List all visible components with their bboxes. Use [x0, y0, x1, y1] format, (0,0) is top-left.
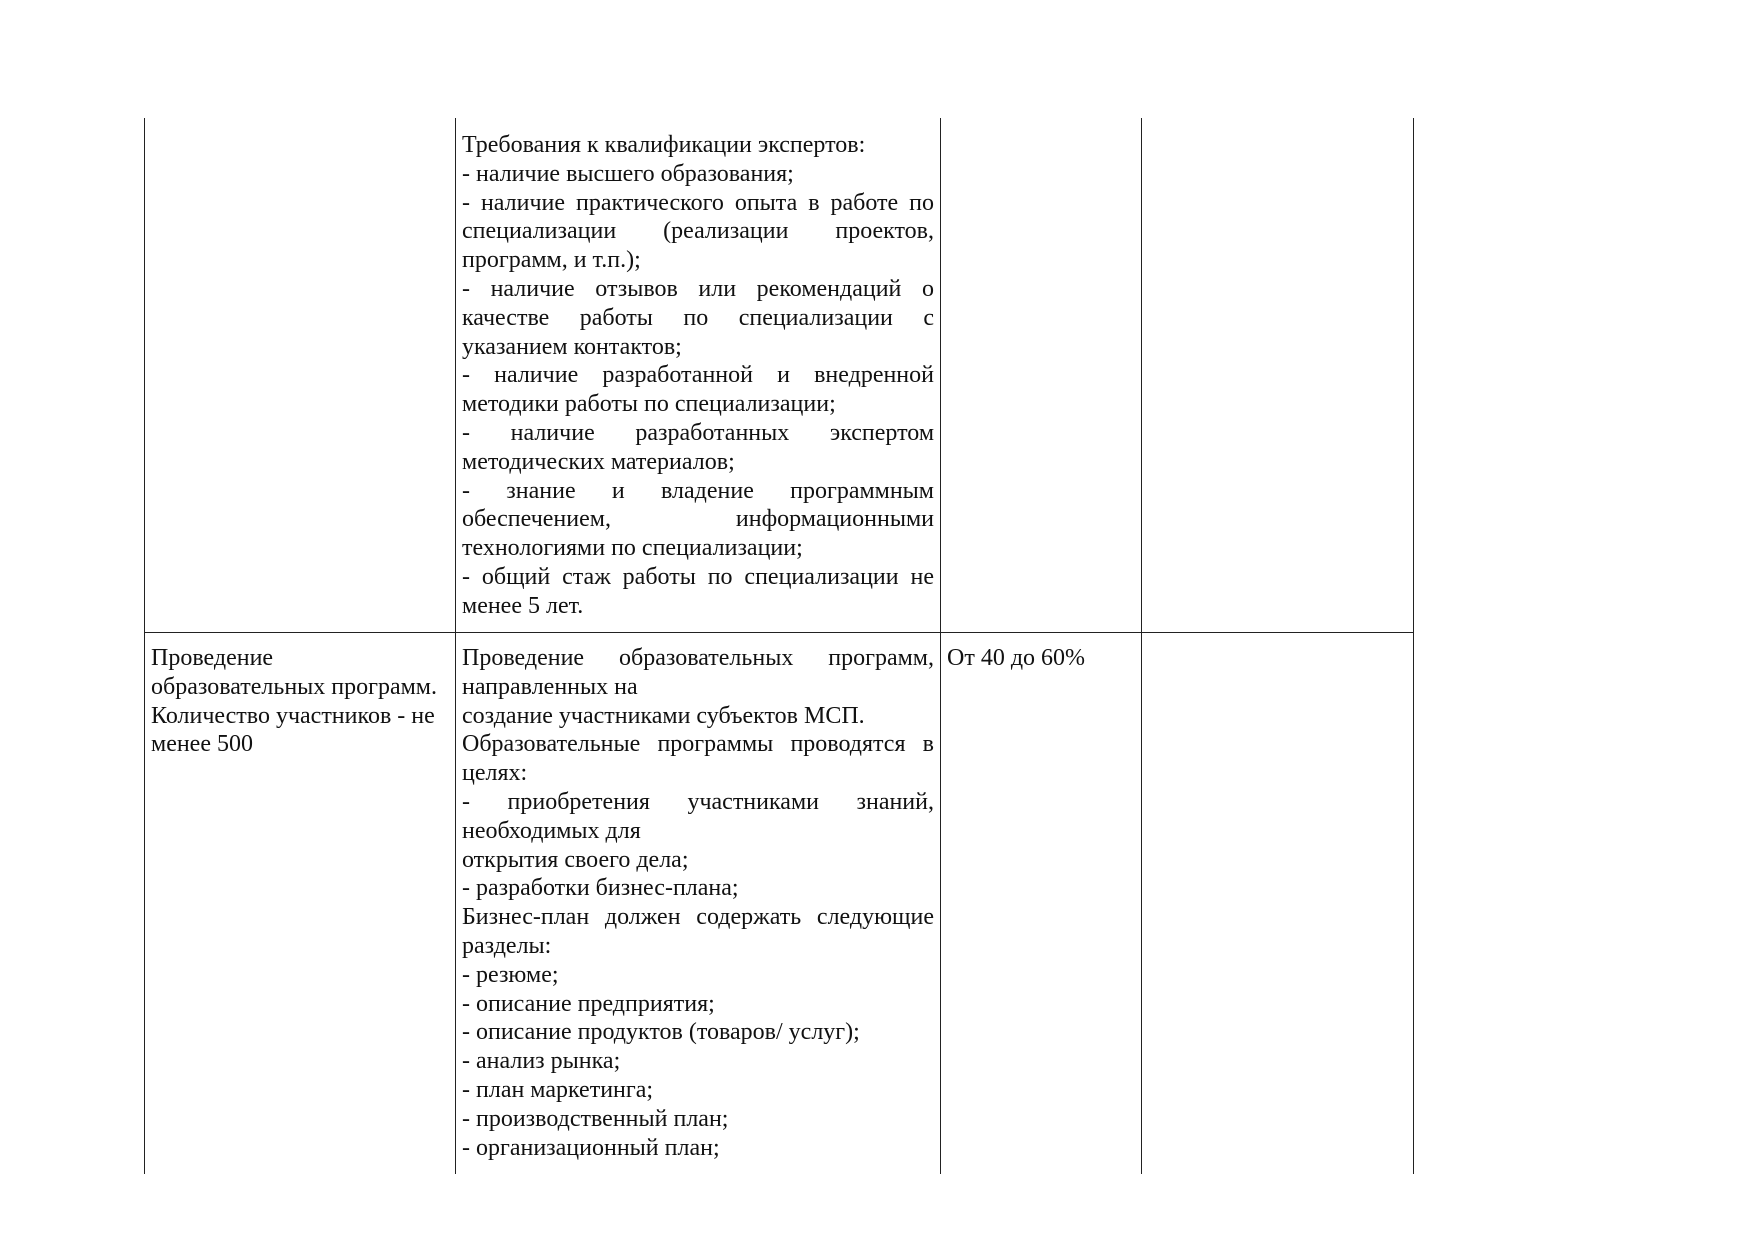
- row2-line: Образовательные программы проводятся в целях:: [462, 731, 934, 787]
- table-border-right: [1413, 118, 1414, 1174]
- row1-description-cell: [462, 131, 934, 621]
- row2-description-cell: [462, 644, 934, 1162]
- row-separator: [145, 632, 1414, 633]
- row1-line: - наличие высшего образования;: [462, 160, 794, 187]
- row2-line: - описание предприятия;: [462, 990, 715, 1017]
- table-border-col1: [455, 118, 456, 1174]
- table-border-col2: [940, 118, 941, 1174]
- row2-line: - резюме;: [462, 961, 559, 988]
- row2-line: Бизнес-план должен содержать следующие разделы:: [462, 904, 934, 959]
- row1-line: - наличие практического опыта в работе по специализации (реализации проектов, программ, и т.п.);: [462, 189, 934, 274]
- row2-line: - план маркетинга;: [462, 1076, 654, 1103]
- row1-line: - наличие разработанных экспертом методических материалов;: [462, 419, 934, 475]
- row2-activity-cell: [151, 644, 453, 759]
- table-border-left: [144, 118, 145, 1174]
- row2-share-text: От 40 до 60%: [947, 645, 1086, 671]
- row1-line: Требования к квалификации экспертов:: [462, 132, 866, 158]
- row2-line: - производственный план;: [462, 1105, 729, 1132]
- row2-line: Проведение образовательных программ, направленных на: [462, 645, 934, 700]
- row1-line: - наличие разработанной и внедренной методики работы по специализации;: [462, 362, 934, 418]
- row2-line: - описание продуктов (товаров/ услуг);: [462, 1019, 860, 1046]
- row1-line: - общий стаж работы по специализации не менее 5 лет.: [462, 563, 934, 619]
- row2-line: - разработки бизнес-плана;: [462, 875, 739, 902]
- row2-line: - приобретения участниками знаний, необходимых для: [462, 788, 934, 844]
- row2-activity-text: Проведение образовательных программ. Количество участников - не менее 500: [151, 645, 437, 758]
- row1-line: - знание и владение программным обеспечением, информационными технологиями по специализации;: [462, 477, 934, 562]
- row1-line: - наличие отзывов или рекомендаций о качестве работы по специализации с указанием контактов;: [462, 275, 934, 360]
- table-border-col3: [1141, 118, 1142, 1174]
- row2-line: открытия своего дела;: [462, 846, 689, 873]
- row2-line: создание участниками субъектов МСП.: [462, 702, 865, 729]
- row2-line: - организационный план;: [462, 1134, 720, 1161]
- row2-share-cell: [947, 644, 1137, 673]
- row2-line: - анализ рынка;: [462, 1048, 621, 1075]
